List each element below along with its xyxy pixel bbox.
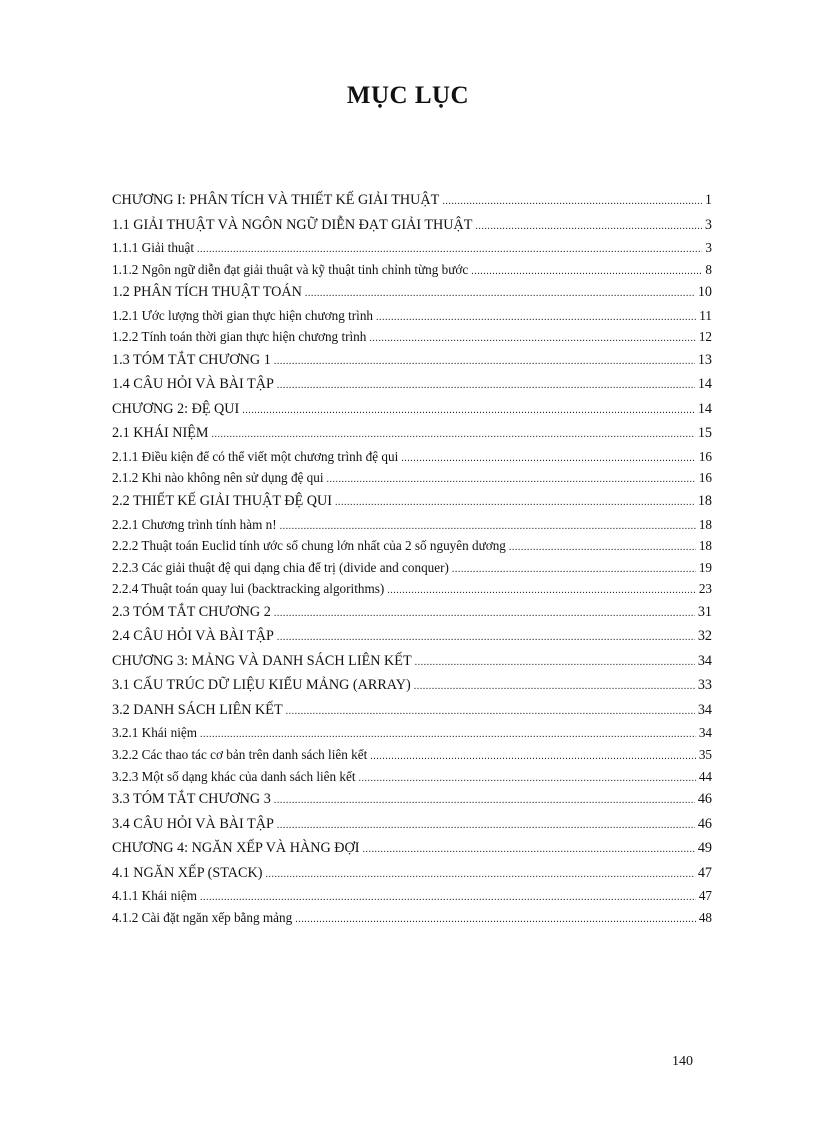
toc-leader-dots (442, 190, 702, 215)
toc-entry[interactable] (112, 578, 712, 600)
page-number: 140 (672, 1054, 693, 1069)
toc-entry[interactable] (112, 446, 712, 468)
toc-entry-page: 47 (698, 888, 712, 904)
toc-entry-page: 10 (697, 284, 712, 301)
table-of-contents (112, 188, 712, 928)
toc-entry-label: 3.3 TÓM TẮT CHƯƠNG 3 (112, 791, 271, 808)
toc-entry[interactable] (112, 722, 712, 744)
toc-entry-page: 18 (697, 493, 712, 510)
toc-leader-dots (359, 768, 696, 790)
toc-entry-label: CHƯƠNG 2: ĐỆ QUI (112, 400, 240, 417)
toc-leader-dots (212, 423, 695, 448)
toc-leader-dots (362, 838, 694, 863)
toc-entry-label: 2.2.1 Chương trình tính hàm n! (112, 516, 277, 532)
toc-entry[interactable] (112, 766, 712, 788)
toc-entry-page: 3 (705, 240, 712, 255)
toc-entry-page: 19 (698, 559, 712, 575)
toc-entry-label: 2.1.1 Điều kiện để có thể viết một chương trình đệ qui (112, 448, 399, 464)
toc-entry-page: 15 (697, 425, 712, 442)
toc-entry[interactable] (112, 326, 712, 348)
toc-entry-page: 46 (697, 815, 712, 832)
toc-entry[interactable] (112, 280, 712, 305)
toc-entry-label: 2.2.4 Thuật toán quay lui (backtracking algorithms) (112, 581, 385, 597)
toc-entry-page: 12 (698, 329, 712, 345)
toc-entry-label: 4.1.1 Khái niệm (112, 888, 197, 904)
toc-entry[interactable] (112, 836, 712, 861)
toc-entry-label: 1.2 PHÂN TÍCH THUẬT TOÁN (112, 284, 302, 301)
toc-entry[interactable] (112, 557, 712, 579)
toc-entry[interactable] (112, 237, 712, 259)
toc-entry-label: 1.1 GIẢI THUẬT VÀ NGÔN NGỮ DIỄN ĐẠT GIẢI THUẬT (112, 216, 473, 233)
toc-leader-dots (452, 559, 696, 581)
toc-entry[interactable] (112, 649, 712, 674)
toc-entry-page: 44 (698, 768, 712, 784)
toc-entry-label: 3.1 CẤU TRÚC DỮ LIỆU KIỂU MẢNG (ARRAY) (112, 677, 411, 694)
toc-leader-dots (295, 909, 696, 931)
toc-entry-page: 8 (705, 261, 712, 277)
toc-entry-page: 48 (698, 909, 712, 925)
toc-entry-page: 23 (698, 581, 712, 597)
toc-leader-dots (265, 863, 694, 888)
toc-leader-dots (242, 399, 695, 424)
toc-entry[interactable] (112, 421, 712, 446)
toc-leader-dots (401, 448, 696, 470)
toc-leader-dots (475, 215, 701, 240)
toc-entry[interactable] (112, 600, 712, 625)
toc-entry[interactable] (112, 305, 712, 327)
toc-leader-dots (200, 724, 696, 746)
toc-entry-page: 49 (697, 840, 712, 857)
toc-entry-label: 2.1 KHÁI NIỆM (112, 425, 209, 442)
toc-leader-dots (277, 626, 695, 651)
toc-entry-label: 2.2.3 Các giải thuật đệ qui dạng chia để trị (divide and conquer) (112, 559, 449, 575)
toc-entry-page: 47 (697, 864, 712, 881)
toc-leader-dots (369, 328, 695, 350)
toc-entry-page: 18 (698, 516, 712, 532)
toc-entry-label: CHƯƠNG 4: NGĂN XẾP VÀ HÀNG ĐỢI (112, 840, 360, 857)
toc-entry[interactable] (112, 514, 712, 536)
toc-entry-page: 16 (698, 448, 712, 464)
toc-entry-page: 1 (704, 192, 712, 208)
toc-leader-dots (277, 814, 695, 839)
toc-entry-label: 4.1.2 Cài đặt ngăn xếp bằng mảng (112, 909, 293, 925)
toc-entry-page: 35 (698, 747, 712, 763)
toc-leader-dots (200, 887, 696, 909)
toc-entry[interactable] (112, 673, 712, 698)
toc-entry-label: 1.3 TÓM TẮT CHƯƠNG 1 (112, 351, 271, 368)
toc-entry[interactable] (112, 535, 712, 557)
toc-entry-page: 16 (698, 470, 712, 486)
toc-leader-dots (277, 374, 695, 399)
toc-entry-page: 13 (697, 351, 712, 368)
toc-leader-dots (280, 516, 696, 538)
toc-entry[interactable] (112, 188, 712, 213)
toc-leader-dots (471, 261, 702, 283)
toc-entry[interactable] (112, 907, 712, 929)
toc-entry-page: 3 (704, 216, 712, 233)
toc-leader-dots (274, 350, 695, 375)
toc-entry-page: 18 (698, 538, 712, 554)
toc-entry-label: 2.3 TÓM TẮT CHƯƠNG 2 (112, 603, 271, 620)
toc-entry-page: 34 (697, 652, 712, 669)
toc-entry[interactable] (112, 489, 712, 514)
toc-entry-page: 34 (698, 725, 712, 741)
toc-entry-label: 1.2.1 Ước lượng thời gian thực hiện chương trình (112, 307, 374, 323)
toc-entry[interactable] (112, 467, 712, 489)
toc-entry-page: 14 (697, 376, 712, 393)
toc-entry-page: 32 (697, 628, 712, 645)
toc-entry-page: 33 (697, 677, 712, 694)
toc-entry[interactable] (112, 885, 712, 907)
toc-entry-label: 1.1.1 Giải thuật (112, 240, 195, 255)
toc-leader-dots (376, 307, 696, 329)
toc-entry-page: 14 (697, 400, 712, 417)
toc-entry-label: 3.2.3 Một số dạng khác của danh sách liên kết (112, 768, 356, 784)
toc-entry[interactable] (112, 698, 712, 723)
toc-leader-dots (370, 746, 696, 768)
toc-entry[interactable] (112, 213, 712, 238)
toc-entry-page: 34 (697, 701, 712, 718)
toc-entry-label: 2.4 CÂU HỎI VÀ BÀI TẬP (112, 628, 274, 645)
toc-entry[interactable] (112, 397, 712, 422)
toc-entry[interactable] (112, 348, 712, 373)
toc-entry-label: 1.2.2 Tính toán thời gian thực hiện chương trình (112, 329, 367, 345)
toc-leader-dots (305, 282, 695, 307)
toc-leader-dots (197, 239, 702, 261)
toc-entry-label: 3.2.2 Các thao tác cơ bản trên danh sách liên kết (112, 747, 368, 763)
page-title: MỤC LỤC (346, 82, 470, 109)
toc-leader-dots (327, 469, 696, 491)
toc-entry[interactable] (112, 861, 712, 886)
toc-leader-dots (415, 651, 695, 676)
toc-entry-page: 31 (697, 603, 712, 620)
toc-entry-page: 46 (697, 791, 712, 808)
toc-entry-label: 3.2 DANH SÁCH LIÊN KẾT (112, 701, 283, 718)
toc-leader-dots (274, 602, 695, 627)
toc-leader-dots (286, 700, 695, 725)
toc-leader-dots (509, 537, 696, 559)
toc-entry-label: 4.1 NGĂN XẾP (STACK) (112, 864, 263, 881)
toc-entry-label: CHƯƠNG 3: MẢNG VÀ DANH SÁCH LIÊN KẾT (112, 652, 412, 669)
toc-entry-label: 2.2.2 Thuật toán Euclid tính ước số chung lớn nhất của 2 số nguyên dương (112, 538, 506, 554)
toc-entry[interactable] (112, 372, 712, 397)
toc-entry-label: 2.2 THIẾT KẾ GIẢI THUẬT ĐỆ QUI (112, 493, 333, 510)
toc-leader-dots (414, 675, 695, 700)
toc-entry-page: 11 (699, 307, 712, 323)
toc-entry[interactable] (112, 259, 712, 281)
toc-leader-dots (335, 491, 695, 516)
toc-entry[interactable] (112, 744, 712, 766)
toc-entry[interactable] (112, 624, 712, 649)
toc-entry-label: 1.1.2 Ngôn ngữ diễn đạt giải thuật và kỹ thuật tinh chỉnh từng bước (112, 261, 469, 277)
toc-entry-label: 3.4 CÂU HỎI VÀ BÀI TẬP (112, 815, 274, 832)
toc-leader-dots (387, 580, 696, 602)
toc-entry-label: 3.2.1 Khái niệm (112, 725, 197, 741)
toc-entry[interactable] (112, 787, 712, 812)
toc-entry-label: 1.4 CÂU HỎI VÀ BÀI TẬP (112, 376, 274, 393)
toc-leader-dots (274, 789, 695, 814)
toc-entry[interactable] (112, 812, 712, 837)
toc-entry-label: CHƯƠNG I: PHÂN TÍCH VÀ THIẾT KẾ GIẢI THUẬT (112, 192, 440, 208)
toc-entry-label: 2.1.2 Khi nào không nên sử dụng đệ qui (112, 470, 324, 486)
